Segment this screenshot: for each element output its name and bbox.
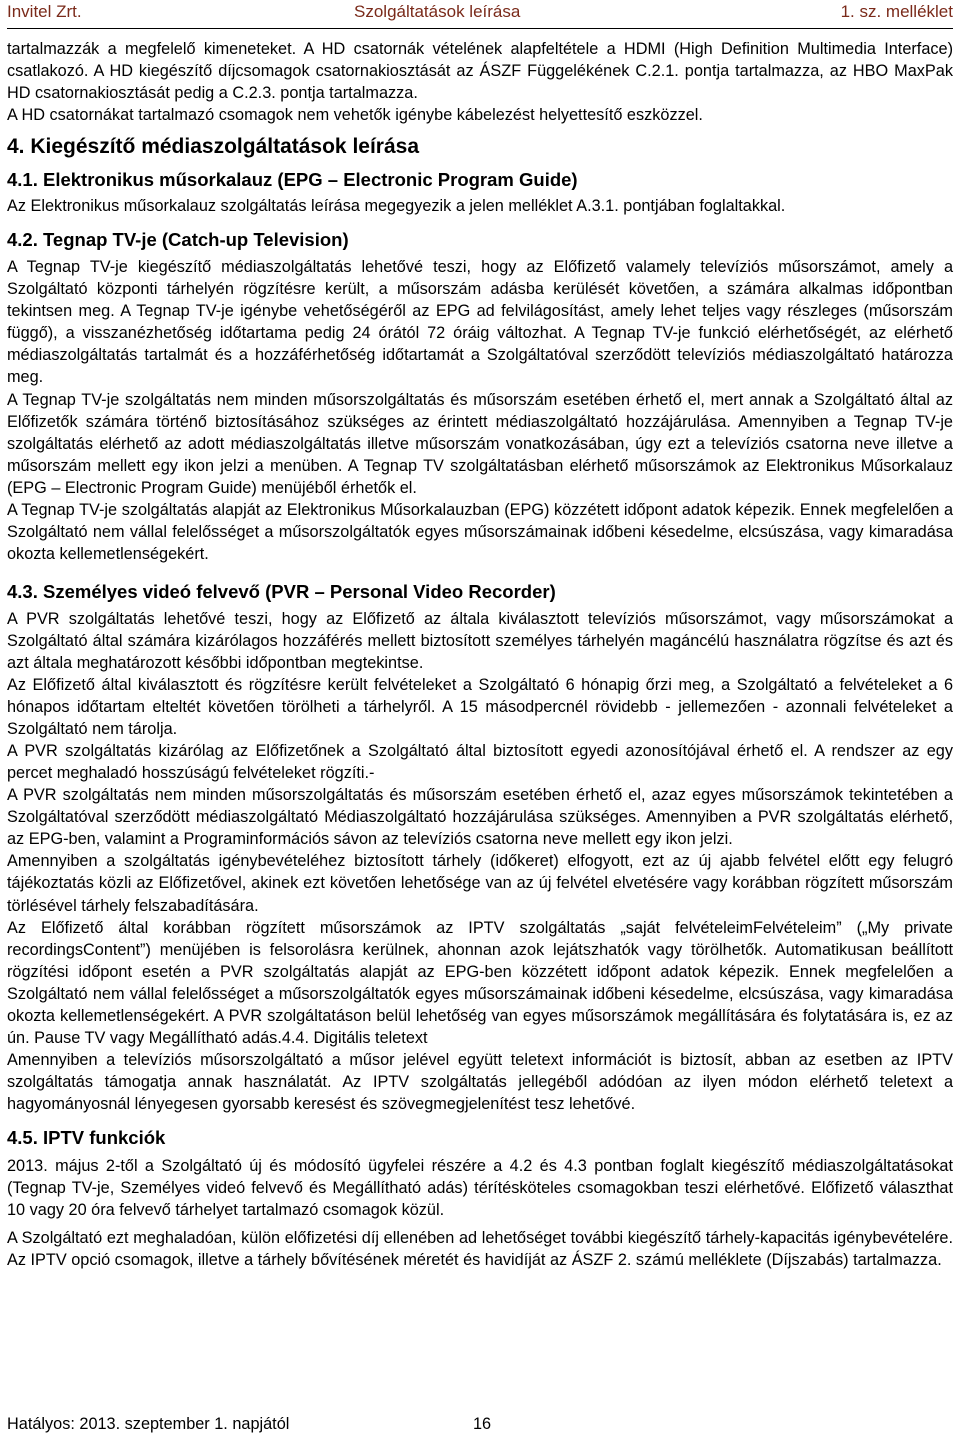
header-company: Invitel Zrt. — [7, 2, 82, 21]
paragraph-4-2-a: A Tegnap TV-je kiegészítő médiaszolgáltatás lehetővé teszi, hogy az Előfizető valamely televíziós műsorszámot, amely a Szolgáltató központi tárhelyén rögzítésre került, a műsorszám adásba kerülését követően, a számára alkalmas időpontban tekintsen meg. A Tegnap TV-je igénybe vehetőségéről az EPG ad felvilágosítást, amely lehet teljes vagy részleges (műsorszám függő), a visszanézhetőség időtartama pedig 24 órától 72 óráig változhat. A Tegnap TV-je funkció elérhetőségét, az elérhető médiaszolgáltatás tartalmát és a hozzáférhetőség időtartamát a Szolgáltatóval szerződött televíziós médiaszolgáltató határozza meg. — [7, 258, 953, 387]
paragraph-4-3-e: Amennyiben a szolgáltatás igénybevételéhez biztosított tárhely (időkeret) elfogyott, ezt az új ajabb felvétel előtt egy felugró tájékoztatás közli az Előfizetővel, akinek ezt követően lehetősége van az új felvétel elvetésére vagy korábban rögzített műsorszám törlésével tárhely felszabadítására. — [7, 852, 953, 915]
section-heading-4-3: 4.3. Személyes videó felvevő (PVR – Personal Video Recorder) — [7, 580, 556, 602]
paragraph-4-4: Amennyiben a televíziós műsorszolgáltató a műsor jelével együtt teletext információt is biztosít, abban az esetben az IPTV szolgáltatás támogatja annak használatát. Az IPTV szolgáltatás jellegéből adódóan az ilyen módon elérhető teletext a hagyományosnál lényegesen gyorsabb keresést és szövegmegjelenítést tesz lehetővé. — [7, 1050, 953, 1113]
paragraph-4-2-c: A Tegnap TV-je szolgáltatás alapját az Elektronikus Műsorkalauzban (EPG) közzétett időpont adatok képezik. Ennek megfelelően a Szolgáltató nem vállal felelősséget a műsorszolgáltatók egyes műsorszámainak időbeni késedelme, elcsúszása, vagy kimaradása okozta kellemetlenségekért. — [7, 500, 953, 563]
page-header — [7, 0, 953, 29]
header-annex: 1. sz. melléklet — [840, 2, 953, 21]
paragraph-4-3-d: A PVR szolgáltatás nem minden műsorszolgáltatás és műsorszám esetében érhető el, azaz egyes műsorszámok tekintetében a Szolgáltatóval szerződött médiaszolgáltató Médiaszolgáltató hozzájárulása szükséges. Amennyiben a PVR szolgáltatás elérhető, az EPG-ben, valamint a Programinformációs sávon az televíziós csatorna neve mellett egy ikon jelzi. — [7, 786, 953, 849]
document-body — [7, 38, 953, 1271]
paragraph-4-5-a: 2013. május 2-től a Szolgáltató új és módosító ügyfelei részére a 4.2 és 4.3 pontban foglalt kiegészítő médiaszolgáltatásokat (Tegnap TV-je, Személyes videó felvevő és Megállítható adás) térítésköteles csomagokban teszi elérhetővé. Előfizető választhat 10 vagy 20 óra felvevő tárhelyet tartalmazó csomagok közül. — [7, 1156, 953, 1220]
section-heading-4-1: 4.1. Elektronikus műsorkalauz (EPG – Electronic Program Guide) — [7, 169, 578, 191]
paragraph-4-3-c: A PVR szolgáltatás kizárólag az Előfizetőnek a Szolgáltató által biztosított egyedi azonosítójával érhető el. A rendszer az egy percet meghaladó hosszúságú felvételeket rögzíti.- — [7, 742, 953, 783]
header-title: Szolgáltatások leírása — [354, 2, 521, 21]
paragraph-intro-hd-packages: A HD csatornákat tartalmazó csomagok nem vehetők igénybe kábelezést helyettesítő eszközzel. — [7, 106, 703, 125]
section-heading-4-5: 4.5. IPTV funkciók — [7, 1126, 166, 1148]
paragraph-4-1: Az Elektronikus műsorkalauz szolgáltatás leírása megegyezik a jelen melléklet A.3.1. pontjában foglaltakkal. — [7, 197, 786, 216]
footer-effective-date: Hatályos: 2013. szeptember 1. napjától — [7, 1415, 290, 1433]
paragraph-4-3-a: A PVR szolgáltatás lehetővé teszi, hogy az Előfizető az általa kiválasztott televíziós műsorszámot, vagy műsorszámokat a Szolgáltató által számára kizárólagos hozzáférés mellett biztosított személyes tárhelyén magáncélú használatra rögzítse és azt és azt általa meghatározott későbbi időpontban megtekintse. — [7, 609, 953, 672]
paragraph-intro-hd: tartalmazzák a megfelelő kimeneteket. A HD csatornák vételének alapfeltétele a HDMI (High Definition Multimedia Interface) csatlakozó. A HD kiegészítő díjcsomagok csatornakiosztását az ÁSZF Függelékének C.2.1. pontja tartalmazza, az HBO MaxPak HD csatornakiosztását pedig a C.2.3. pontja tartalmazza. — [7, 40, 953, 103]
footer-page-number: 16 — [473, 1415, 492, 1433]
paragraph-4-2-b: A Tegnap TV-je szolgáltatás nem minden műsorszolgáltatás és műsorszám esetében érhető el, mert annak a Szolgáltató által az Előfizetők számára történő biztosításához szükséges az érintett médiaszolgáltató hozzájárulása. Amennyiben a Tegnap TV-je szolgáltatás elérhető az adott médiaszolgáltatás illetve műsorszám vonatkozásában, úgy ezt a televíziós csatorna neve illetve a műsorszám mellett egy ikon jelzi a menüben. A Tegnap TV szolgáltatásban elérhető műsorszámok az Elektronikus Műsorkalauz (EPG – Electronic Program Guide) menüjéből érhetők el. — [7, 390, 953, 497]
paragraph-4-5-b: A Szolgáltató ezt meghaladóan, külön előfizetési díj ellenében ad lehetőséget további kiegészítő tárhely-kapacitás igénybevételére. Az IPTV opció csomagok, illetve a tárhely bővítésének méretét és havidíját az ÁSZF 2. számú melléklete (Díjszabás) tartalmazza. — [7, 1229, 953, 1270]
paragraph-4-3-b: Az Előfizető által kiválasztott és rögzítésre került felvételeket a Szolgáltató 6 hónapig őrzi meg, a Szolgáltató a felvételeket a 6 hónapos időtartam elteltét követően törölheti a tárhelyről. A 15 másodpercnél rövidebb - jellemezően - azonnali felvételeket a Szolgáltató nem tárolja. — [7, 676, 953, 739]
paragraph-4-3-f: Az Előfizető által korábban rögzített műsorszámok az IPTV szolgáltatás „saját felvételeimFelvételeim” („My private recordingsContent”) menüjében is felsorolásra kerülnek, ahonnan azok lejátszhatók vagy törölhetők. Automatikusan beállított rögzítési időpont esetén a PVR szolgáltatás alapját az EPG-ben közzétett időpont adatok képezik. Ennek megfelelően a Szolgáltató nem vállal felelősséget a műsorszolgáltatók egyes műsorszámainak időbeni késedelme, elcsúszása, vagy kimaradása okozta kellemetlenségekért. A PVR szolgáltatáson belül lehetőség van egyes műsorszámok megállítására és folytatására is, ez az ún. Pause TV vagy Megállítható adás.4.4. Digitális teletext — [7, 918, 953, 1047]
section-heading-4-2: 4.2. Tegnap TV-je (Catch-up Television) — [7, 229, 349, 251]
section-heading-4: 4. Kiegészítő médiaszolgáltatások leírása — [7, 135, 420, 159]
page-footer — [7, 1413, 953, 1437]
